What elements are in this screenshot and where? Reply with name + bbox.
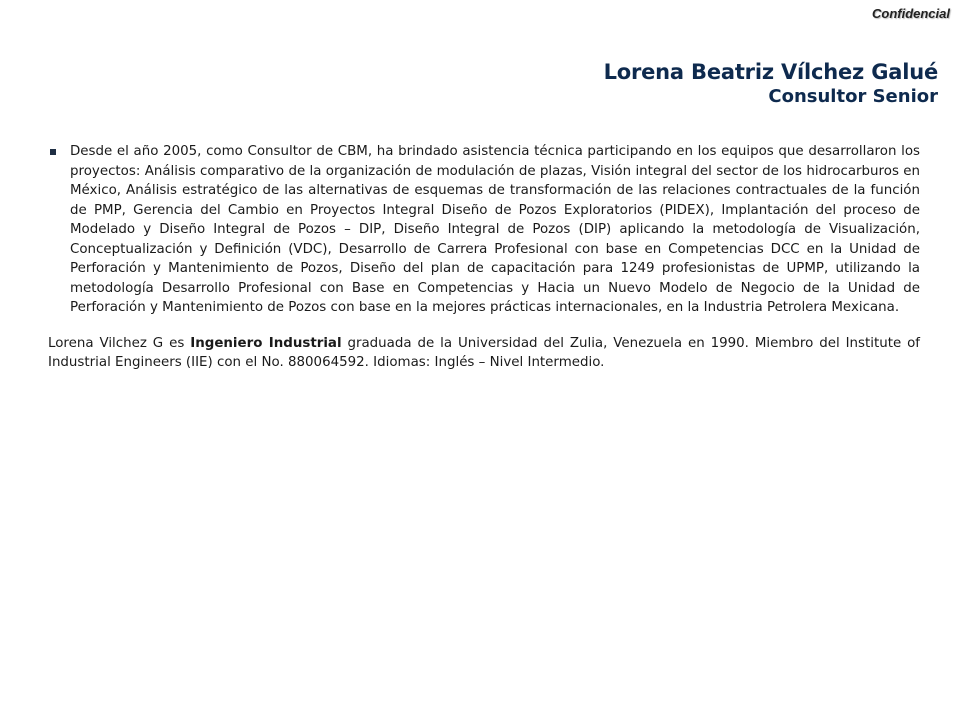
- experience-bullet-item: [48, 142, 920, 318]
- experience-text: Desde el año 2005, como Consultor de CBM, ha brindado asistencia técnica participando en los equipos que desarrollaron los proyectos: Análisis comparativo de la organización de modulación de plazas, Visión integral del sector de los hidrocarburos en México, Análisis estratégico de las alternativas de esquemas de transformación de las relaciones contractuales de la función de PMP, Gerencia del Cambio en Proyectos Integral Diseño de Pozos Exploratorios (PIDEX), Implantación del proceso de Modelado y Diseño Integral de Pozos – DIP, Diseño Integral de Pozos (DIP) aplicando la metodología de Visualización, Conceptualización y Definición (VDC), Desarrollo de Carrera Profesional con base en Competencias DCC en la Unidad de Perforación y Mantenimiento de Pozos, Diseño del plan de capacitación para 1249 profesionistas de UPMP, utilizando la metodología Desarrollo Profesional con Base en Competencias y Hacia un Nuevo Modelo de Negocio de la Unidad de Perforación y Mantenimiento de Pozos con base en la mejores prácticas internacionales, en la Industria Petrolera Mexicana.: [70, 144, 920, 315]
- profile-header: [604, 58, 938, 108]
- person-name: Lorena Beatriz Vílchez Galué: [603, 60, 938, 84]
- person-role: Consultor Senior: [768, 86, 938, 107]
- profile-content: [48, 142, 920, 386]
- square-bullet-icon: [50, 149, 56, 155]
- confidential-label: Confidencial: [871, 6, 950, 21]
- summary-suffix: graduada de la Universidad del Zulia, Venezuela en 1990. Miembro del Institute of Industrial Engineers (IIE) con el No. 880064592. Idiomas: Inglés – Nivel Intermedio.: [48, 335, 921, 370]
- summary-paragraph: [48, 334, 920, 373]
- summary-degree: Ingeniero Industrial: [190, 335, 342, 351]
- summary-prefix: Lorena Vilchez G es: [48, 335, 191, 351]
